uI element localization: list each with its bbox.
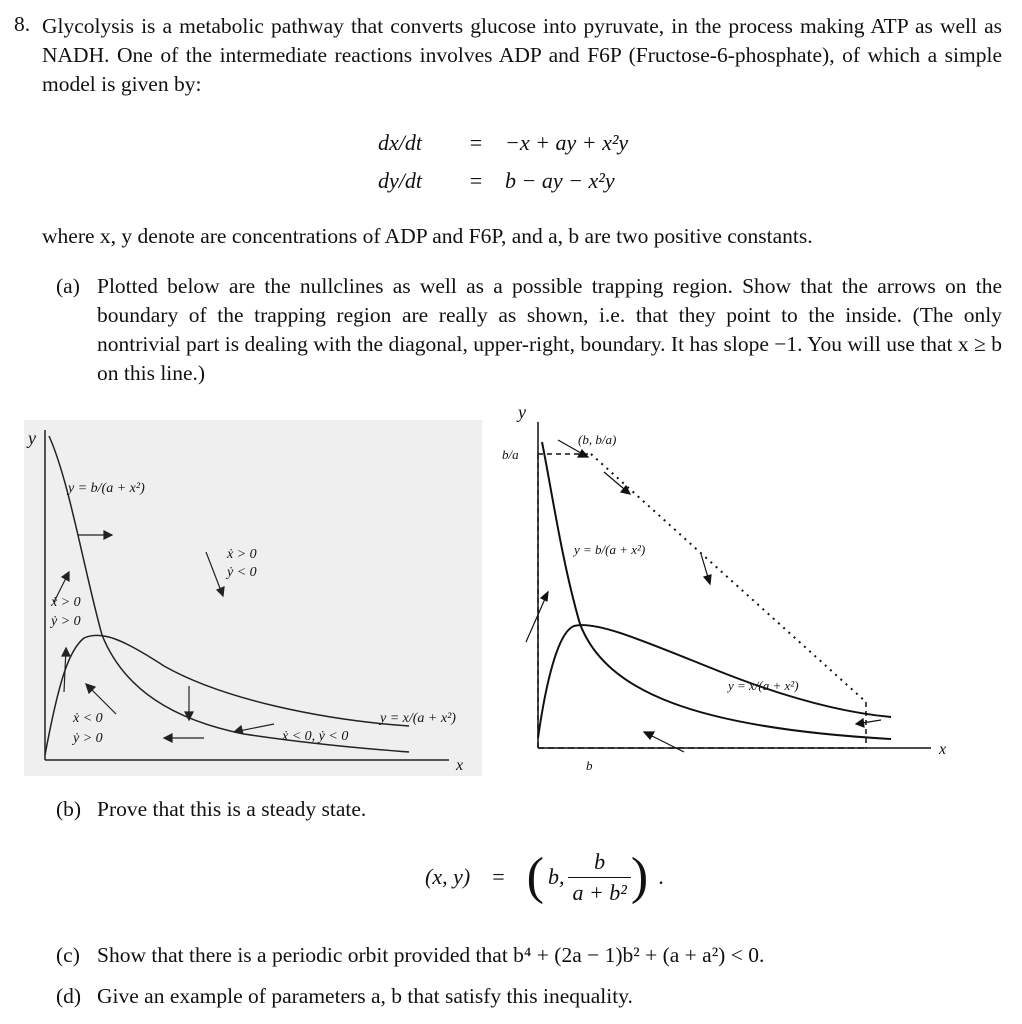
part-a-label: (a): [56, 274, 80, 298]
state-lhs: (x, y): [425, 864, 471, 889]
where-text: where x, y denote are concentrations of ADP and F6P, and a, b are two positive constants.: [42, 224, 813, 248]
equation-1-lhs: dx/dt: [378, 130, 422, 155]
region-ne-line2: ẏ < 0: [227, 565, 257, 580]
right-axis-y-label: y: [518, 402, 526, 422]
equation-1-eq: =: [469, 130, 483, 155]
left-curve2-label: y = x/(a + x²): [380, 711, 456, 726]
part-d-text: Give an example of parameters a, b that satisfy this inequality.: [97, 984, 633, 1008]
right-curve-x-nullcline: [538, 625, 891, 738]
problem-intro: Glycolysis is a metabolic pathway that converts glucose into pyruvate, in the process making ATP as well as NADH. One of the intermediate reactions involves ADP and F6P (Fructose-6-phosphate), of which a simple model is given by:: [42, 14, 1002, 96]
part-d-label: (d): [56, 984, 82, 1008]
trap-diagonal-edge: [591, 454, 866, 702]
part-c-text: Show that there is a periodic orbit provided that b⁴ + (2a − 1)b² + (a + a²) < 0.: [97, 943, 765, 967]
region-nw-line1: ẋ > 0: [51, 595, 81, 610]
right-tick-x-label: b: [586, 758, 593, 773]
right-axis-x-label: x: [939, 741, 947, 758]
figure-right-trapping-region: [496, 402, 966, 774]
left-axis-y-label: y: [28, 428, 36, 448]
steady-state-equation: [425, 846, 664, 908]
equation-2-eq: =: [469, 168, 483, 193]
equation-2-rhs: b − ay − x²y: [505, 168, 615, 193]
part-b-label: (b): [56, 797, 82, 821]
left-curve1-label: y = b/(a + x²): [68, 481, 145, 496]
left-axis-x-label: x: [456, 757, 464, 774]
right-curve1-label: y = b/(a + x²): [574, 542, 646, 557]
region-nw-line2: ẏ > 0: [51, 614, 81, 629]
region-se-label: ẋ < 0, ẏ < 0: [282, 729, 349, 744]
state-numerator: b: [594, 848, 606, 874]
region-sw-line2: ẏ > 0: [73, 731, 103, 746]
problem-number: 8.: [14, 12, 31, 36]
state-first: b,: [547, 864, 565, 889]
part-a-text: Plotted below are the nullclines as well as a possible trapping region. Show that the arrows on the boundary of the trapping region are really as shown, i.e. that they point to the inside. (The only nontrivial part is dealing with the diagonal, upper-right, boundary. It has slope −1. You will use that x ≥ b on this line.): [97, 274, 1002, 385]
region-ne-line1: ẋ > 0: [227, 547, 257, 562]
state-fraction: [568, 849, 630, 906]
state-end: .: [658, 864, 664, 889]
equation-1-rhs: −x + ay + x²y: [505, 130, 629, 155]
part-b-text: Prove that this is a steady state.: [97, 797, 367, 821]
state-eq: =: [492, 864, 505, 889]
figure-left-nullclines: [24, 420, 482, 776]
equation-2-lhs: dy/dt: [378, 168, 422, 193]
close-paren: ): [630, 848, 649, 905]
right-tick-y-label: b/a: [502, 447, 519, 462]
open-paren: (: [526, 848, 544, 905]
part-c-label: (c): [56, 943, 80, 967]
right-curve2-label: y = x/(a + x²): [728, 678, 799, 693]
right-corner-label: (b, b/a): [578, 432, 617, 447]
right-curve-b-nullcline: [542, 442, 891, 739]
state-denominator: a + b²: [568, 877, 630, 906]
region-sw-line1: ẋ < 0: [73, 711, 103, 726]
